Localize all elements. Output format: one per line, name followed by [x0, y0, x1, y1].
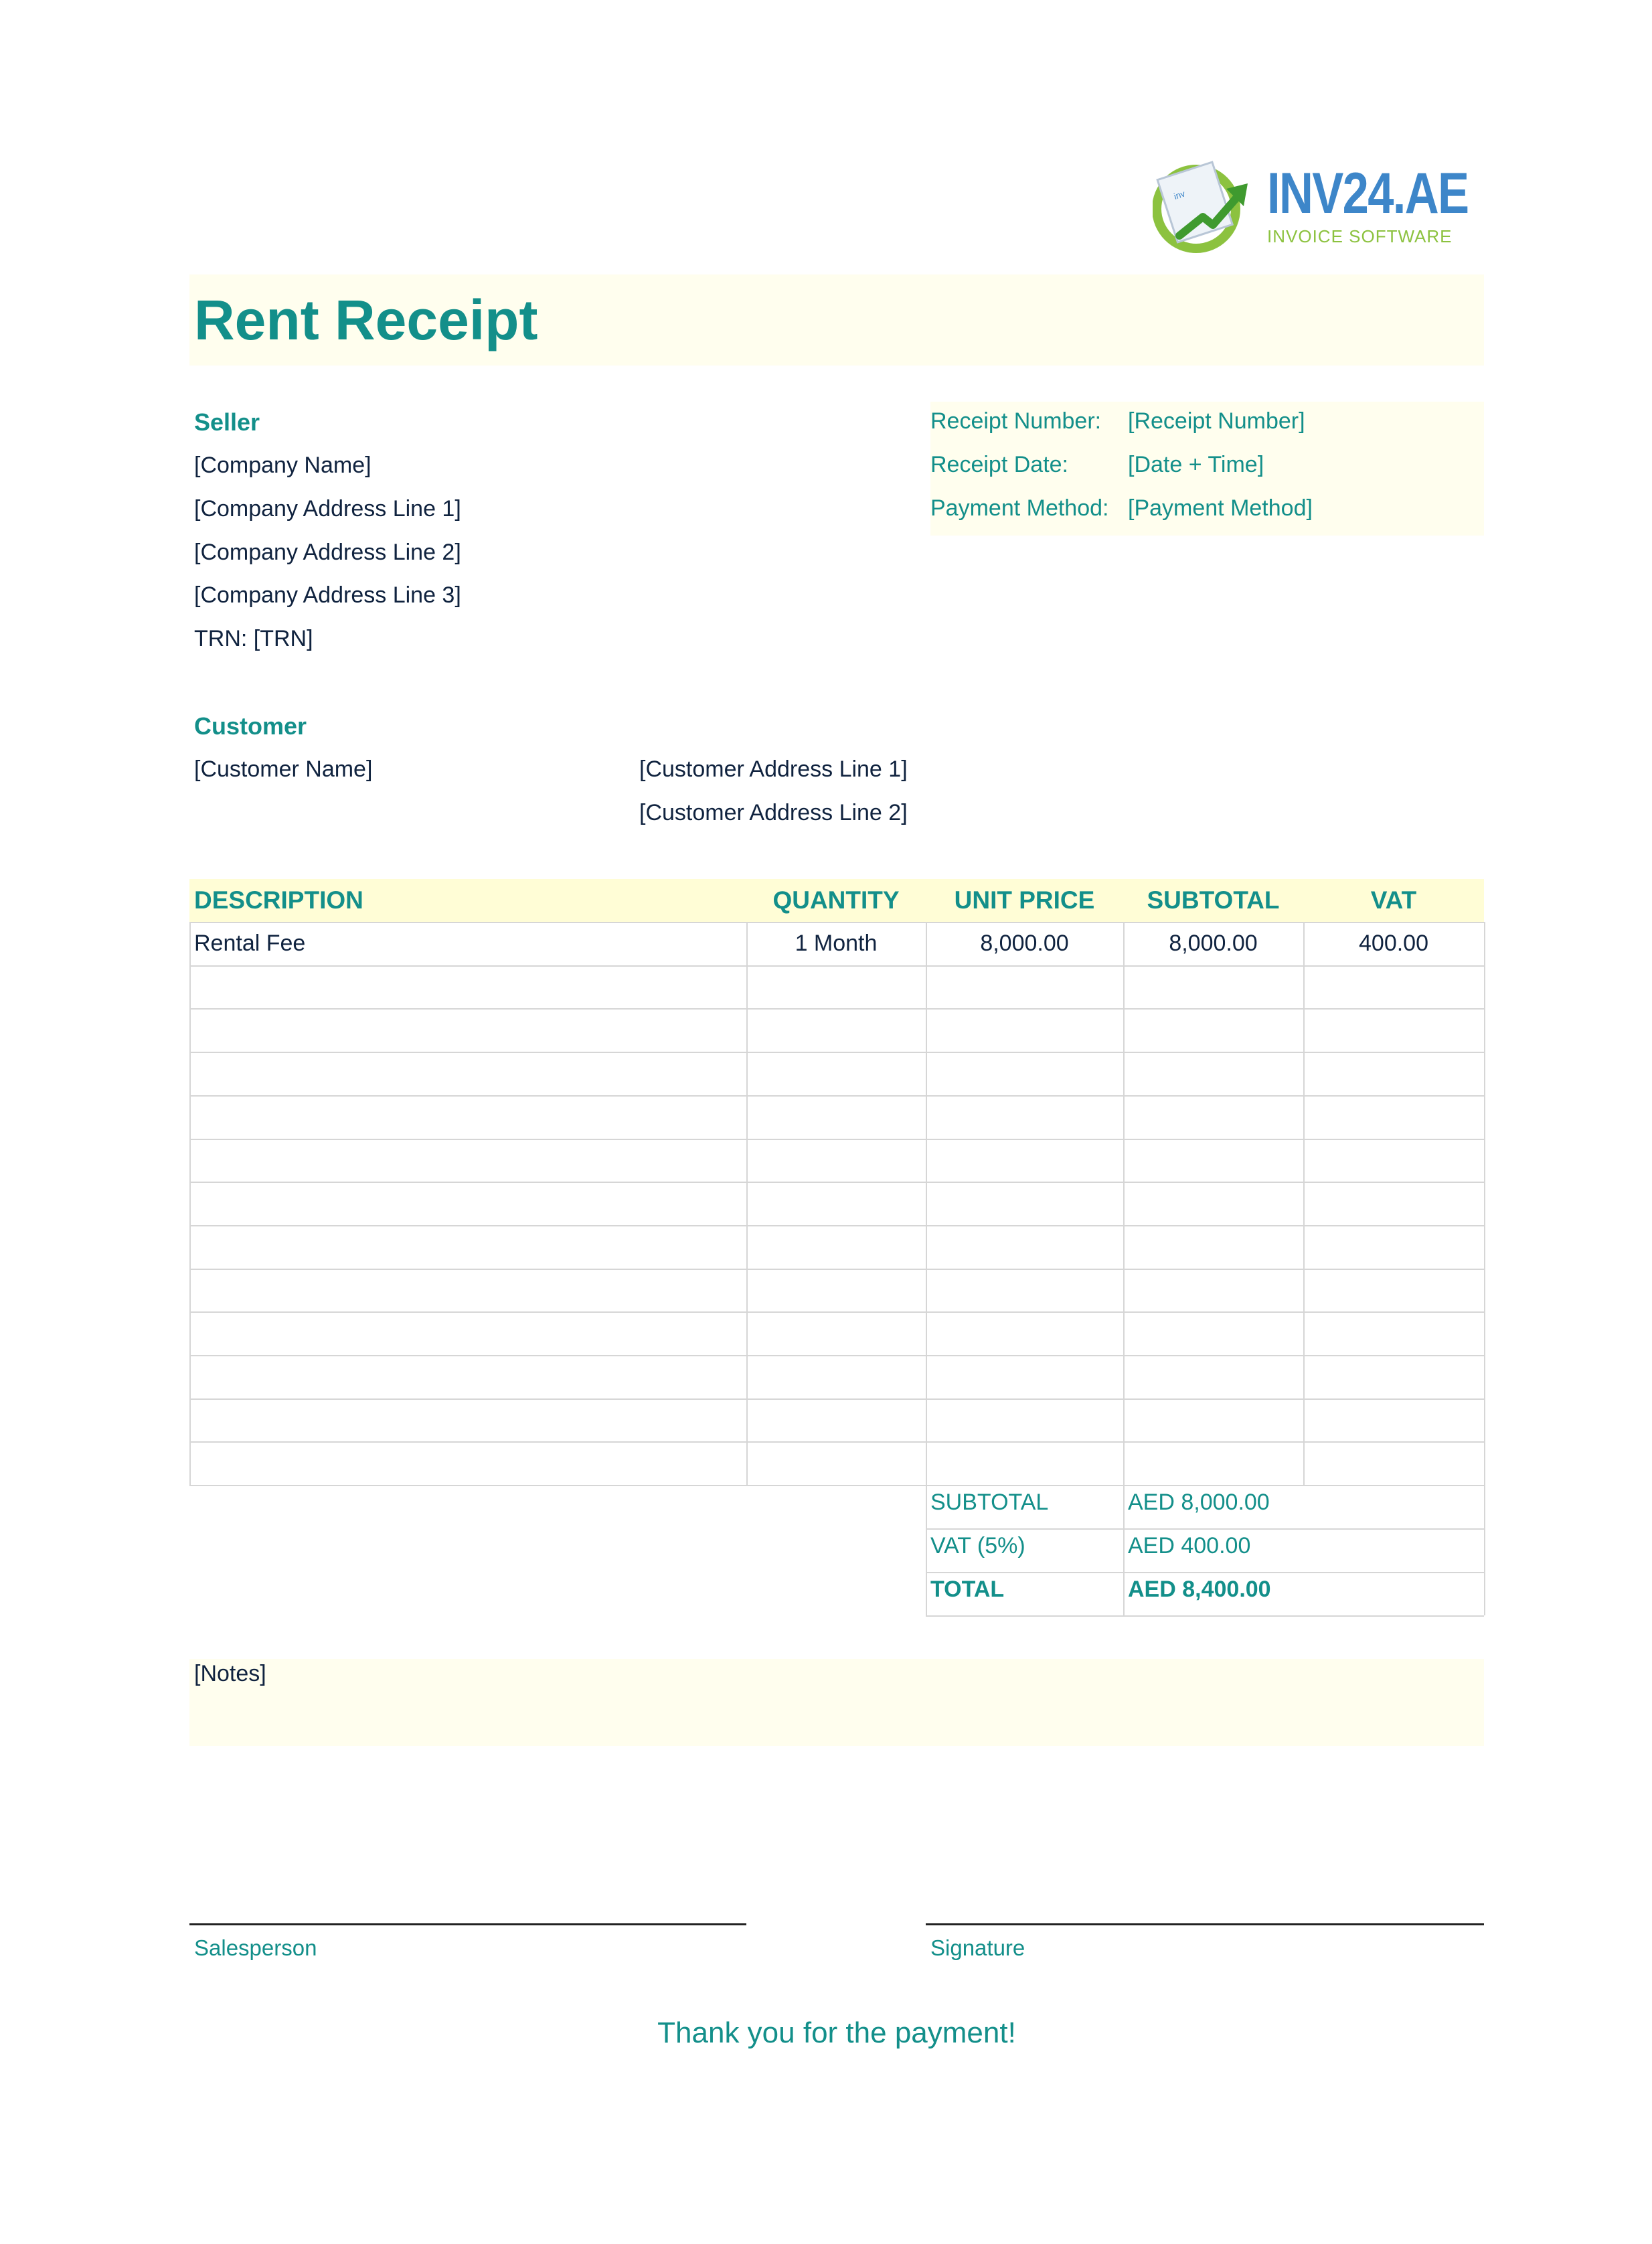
- table-row-divider: [189, 1355, 1484, 1356]
- totals-vat-value: AED 400.00: [1128, 1533, 1251, 1558]
- payment-method-value: [Payment Method]: [1128, 495, 1313, 521]
- seller-address-line-2: [Company Address Line 2]: [194, 540, 461, 565]
- totals-vat-label: VAT (5%): [930, 1533, 1025, 1558]
- seller-address-line-3: [Company Address Line 3]: [194, 582, 461, 608]
- table-row-divider: [189, 1225, 1484, 1226]
- column-header-unit-price: UNIT PRICE: [954, 886, 1095, 914]
- item-description: Rental Fee: [194, 931, 306, 956]
- totals-subtotal-label: SUBTOTAL: [930, 1490, 1049, 1515]
- signature-label: Signature: [930, 1935, 1025, 1960]
- table-column-divider: [189, 922, 191, 1485]
- customer-address-line-2: [Customer Address Line 2]: [639, 800, 908, 825]
- salesperson-label: Salesperson: [194, 1935, 317, 1960]
- totals-column-divider: [1484, 1485, 1485, 1615]
- item-subtotal: 8,000.00: [1169, 931, 1258, 956]
- signature-line: [926, 1923, 1484, 1925]
- totals-column-divider: [926, 1485, 927, 1615]
- seller-heading: Seller: [194, 408, 260, 436]
- customer-address-line-1: [Customer Address Line 1]: [639, 756, 908, 782]
- table-row-divider: [189, 1398, 1484, 1400]
- receipt-date-value: [Date + Time]: [1128, 452, 1264, 477]
- page-title: Rent Receipt: [194, 289, 538, 351]
- table-column-divider: [926, 922, 927, 1485]
- totals-row-divider: [926, 1485, 1484, 1486]
- table-column-divider: [746, 922, 748, 1485]
- payment-method-label: Payment Method:: [930, 495, 1109, 521]
- totals-subtotal-value: AED 8,000.00: [1128, 1490, 1270, 1515]
- item-vat: 400.00: [1359, 931, 1428, 956]
- svg-text:inv: inv: [1172, 188, 1187, 202]
- customer-heading: Customer: [194, 712, 307, 740]
- totals-row-divider: [926, 1615, 1484, 1617]
- totals-column-divider: [1123, 1485, 1125, 1615]
- thank-you-message: Thank you for the payment!: [657, 2016, 1016, 2049]
- table-column-divider: [1303, 922, 1305, 1485]
- receipt-date-label: Receipt Date:: [930, 452, 1068, 477]
- table-row-divider: [189, 1441, 1484, 1443]
- logo-mark-icon: [1153, 162, 1248, 253]
- seller-company-name: [Company Name]: [194, 453, 371, 478]
- totals-total-label: TOTAL: [930, 1577, 1005, 1602]
- table-row-divider: [189, 1269, 1484, 1270]
- seller-trn: TRN: [TRN]: [194, 626, 313, 651]
- item-unit-price: 8,000.00: [980, 931, 1069, 956]
- column-header-description: DESCRIPTION: [194, 886, 363, 914]
- table-row-divider: [189, 1008, 1484, 1010]
- totals-row-divider: [926, 1528, 1484, 1530]
- table-column-divider: [1484, 922, 1485, 1485]
- receipt-number-label: Receipt Number:: [930, 408, 1102, 434]
- seller-address-line-1: [Company Address Line 1]: [194, 496, 461, 522]
- notes-text: [Notes]: [194, 1661, 266, 1686]
- table-column-divider: [1123, 922, 1125, 1485]
- table-row-divider: [189, 1052, 1484, 1053]
- column-header-vat: VAT: [1370, 886, 1417, 914]
- table-row-divider: [189, 1311, 1484, 1313]
- receipt-number-value: [Receipt Number]: [1128, 408, 1305, 434]
- table-row-divider: [189, 1095, 1484, 1097]
- totals-total-value: AED 8,400.00: [1128, 1577, 1271, 1602]
- totals-row-divider: [926, 1572, 1484, 1573]
- table-row-divider: [189, 1139, 1484, 1140]
- table-row-divider: [189, 965, 1484, 967]
- table-row-divider: [189, 1182, 1484, 1183]
- column-header-quantity: QUANTITY: [772, 886, 900, 914]
- item-quantity: 1 Month: [795, 931, 878, 956]
- column-header-subtotal: SUBTOTAL: [1147, 886, 1280, 914]
- salesperson-line: [189, 1923, 746, 1925]
- customer-name: [Customer Name]: [194, 756, 373, 782]
- logo-brand-text: INV24.AE: [1267, 161, 1469, 226]
- logo-tagline: INVOICE SOFTWARE: [1267, 226, 1453, 246]
- notes-band: [189, 1659, 1484, 1746]
